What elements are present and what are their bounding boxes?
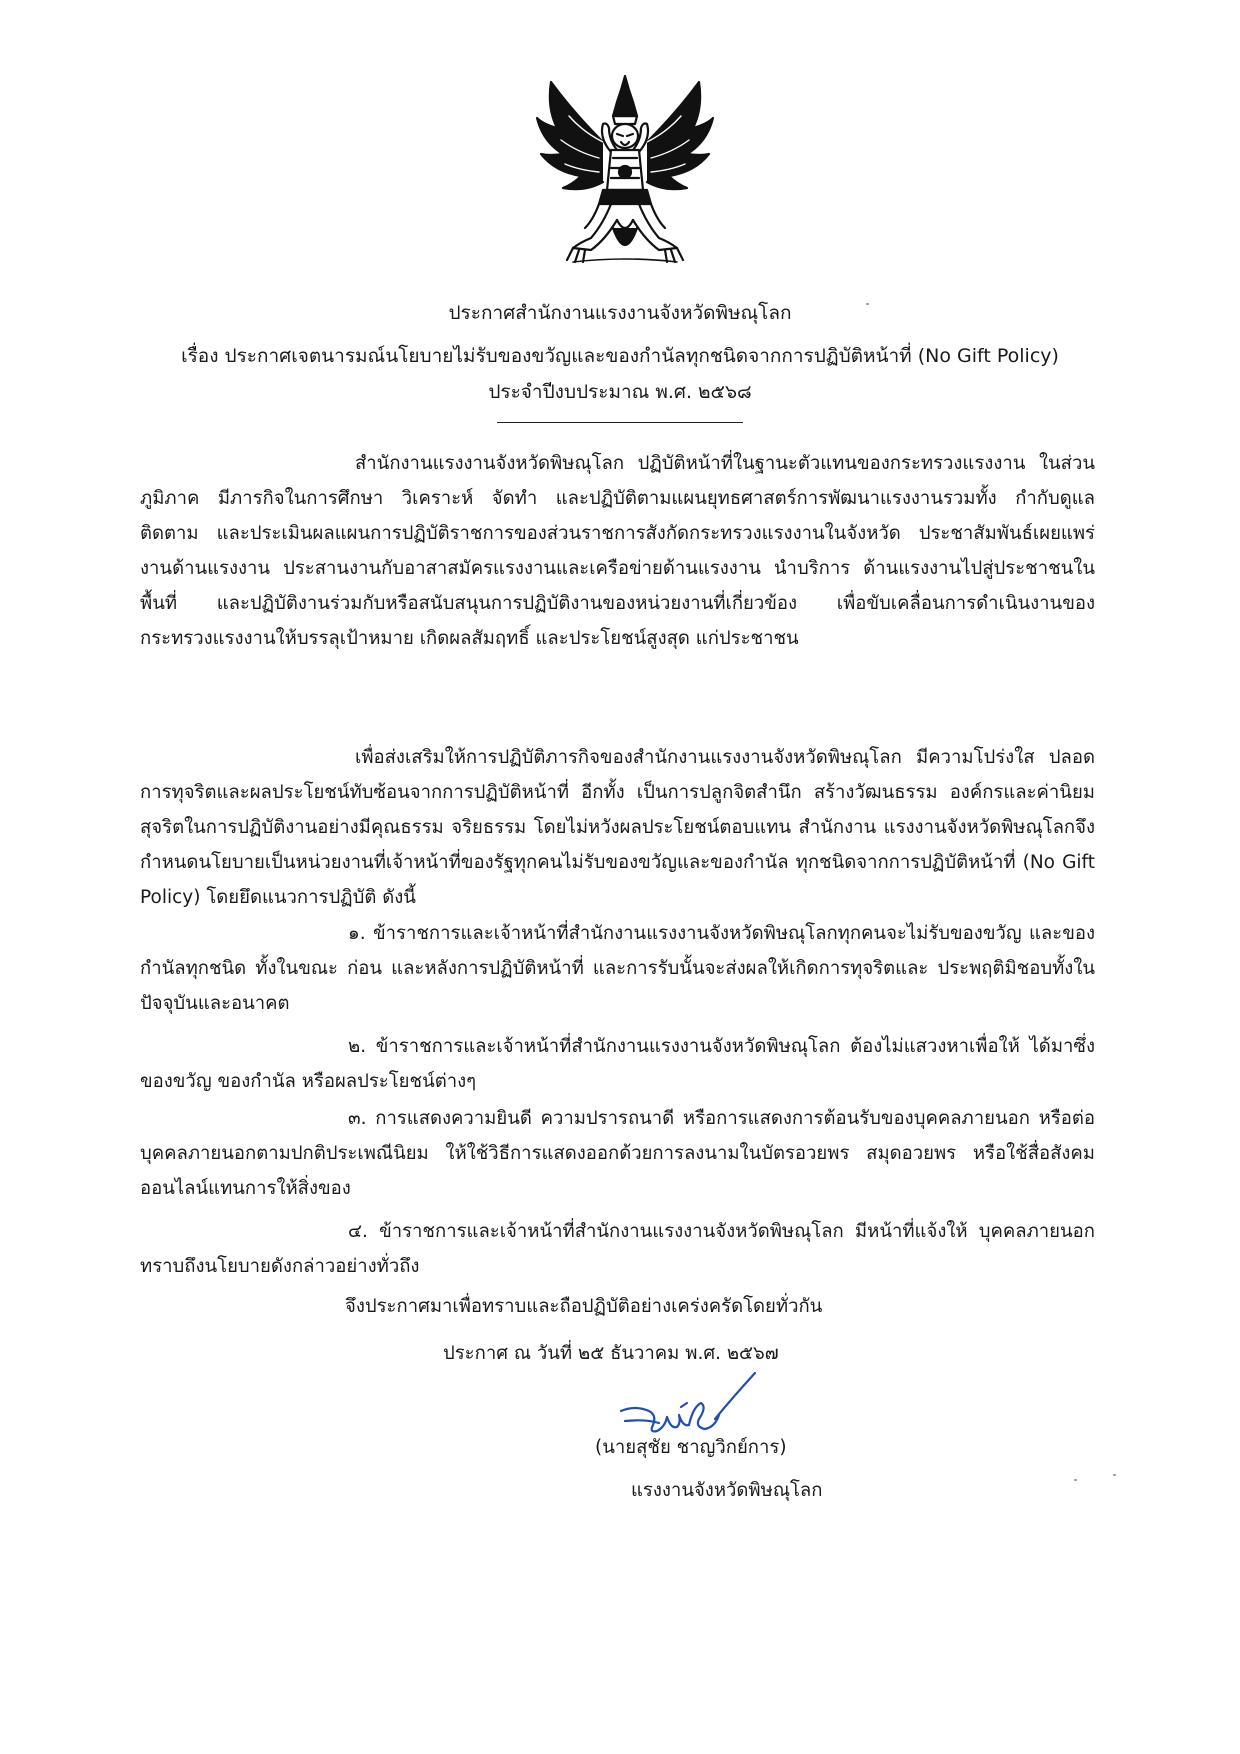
date-day: ๒๕ [578,1343,605,1364]
announcement-date [443,1336,779,1371]
policy-item-4: ๔. ข้าราชการและเจ้าหน้าที่สำนักงานแรงงานจังหวัดพิษณุโลก มีหน้าที่แจ้งให้ บุคคลภายนอกทราบถึงนโยบายดังกล่าวอย่างทั่วถึง [140,1221,1095,1277]
body-paragraph-1: สำนักงานแรงงานจังหวัดพิษณุโลก ปฏิบัติหน้าที่ในฐานะตัวแทนของกระทรวงแรงงาน ในส่วนภูมิภาค มีภารกิจในการศึกษา วิเคราะห์ จัดทำ และปฏิบัติตามแผนยุทธศาสตร์การพัฒนาแรงงานรวมทั้ง กำกับดูแล ติดตาม และประเมินผลแผนการปฏิบัติราชการของส่วนราชการสังกัดกระทรวงแรงงานในจังหวัด ประชาสัมพันธ์เผยแพร่งานด้านแรงงาน ประสานงานกับอาสาสมัครแรงงานและเครือข่ายด้านแรงงาน นำบริการ ด้านแรงงานไปสู่ประชาชนในพื้นที่ และปฏิบัติงานร่วมกับหรือสนับสนุนการปฏิบัติงานของหน่วยงานที่เกี่ยวข้อง เพื่อขับเคลื่อนการดำเนินงานของกระทรวงแรงงานให้บรรลุเป้าหมาย เกิดผลสัมฤทธิ์ และประโยชน์สูงสุด แก่ประชาชน [140,453,1095,649]
announcement-subject: เรื่อง ประกาศเจตนารมณ์นโยบายไม่รับของขวัญและของกำนัลทุกชนิดจากการปฏิบัติหน้าที่ (No Gift Policy) [181,345,1059,367]
signatory-name: (นายสุชัย ชาญวิกย์การ) [595,1437,787,1458]
scan-speck [1113,1474,1116,1476]
announcement-title: ประกาศสำนักงานแรงงานจังหวัดพิษณุโลก [448,302,792,324]
date-prefix: ประกาศ ณ วันที่ [443,1343,573,1364]
date-month-year: ธันวาคม พ.ศ. ๒๕๖๗ [610,1343,779,1364]
policy-item-2: ๒. ข้าราชการและเจ้าหน้าที่สำนักงานแรงงานจังหวัดพิษณุโลก ต้องไม่แสวงหาเพื่อให้ ได้มาซึ่งของขวัญ ของกำนัล หรือผลประโยชน์ต่างๆ [140,1036,1095,1092]
body-paragraph-2: เพื่อส่งเสริมให้การปฏิบัติภารกิจของสำนักงานแรงงานจังหวัดพิษณุโลก มีความโปร่งใส ปลอดการทุจริตและผลประโยชน์ทับซ้อนจากการปฏิบัติหน้าที่ อีกทั้ง เป็นการปลูกจิตสำนึก สร้างวัฒนธรรม องค์กรและค่านิยมสุจริตในการปฏิบัติงานอย่างมีคุณธรรม จริยธรรม โดยไม่หวังผลประโยชน์ตอบแทน สำนักงาน แรงงานจังหวัดพิษณุโลกจึงกำหนดนโยบายเป็นหน่วยงานที่เจ้าหน้าที่ของรัฐทุกคนไม่รับของขวัญและของกำนัล ทุกชนิดจากการปฏิบัติหน้าที่ (No Gift Policy) โดยยึดแนวการปฏิบัติ ดังนี้ [140,747,1095,908]
fiscal-year-line: ประจำปีงบประมาณ พ.ศ. ๒๕๖๘ [488,381,752,403]
scan-speck [1074,1479,1077,1481]
policy-item-1: ๑. ข้าราชการและเจ้าหน้าที่สำนักงานแรงงานจังหวัดพิษณุโลกทุกคนจะไม่รับของขวัญ และของกำนัลทุกชนิด ทั้งในขณะ ก่อน และหลังการปฏิบัติหน้าที่ และการรับนั้นจะส่งผลให้เกิดการทุจริตและ ประพฤติมิชอบทั้งในปัจจุบันและอนาคต [140,923,1095,1014]
scan-speck [866,303,869,305]
garuda-emblem-icon [533,72,717,268]
policy-item-3: ๓. การแสดงความยินดี ความปรารถนาดี หรือการแสดงการต้อนรับของบุคคลภายนอก หรือต่อบุคคลภายนอกตามปกติประเพณีนิยม ให้ใช้วิธีการแสดงออกด้วยการลงนามในบัตรอวยพร สมุดอวยพร หรือใช้สื่อสังคมออนไลน์แทนการให้สิ่งของ [140,1108,1095,1199]
closing-statement: จึงประกาศมาเพื่อทราบและถือปฏิบัติอย่างเคร่งครัดโดยทั่วกัน [345,1296,823,1317]
header-divider [497,422,743,423]
signatory-title: แรงงานจังหวัดพิษณุโลก [631,1480,823,1501]
